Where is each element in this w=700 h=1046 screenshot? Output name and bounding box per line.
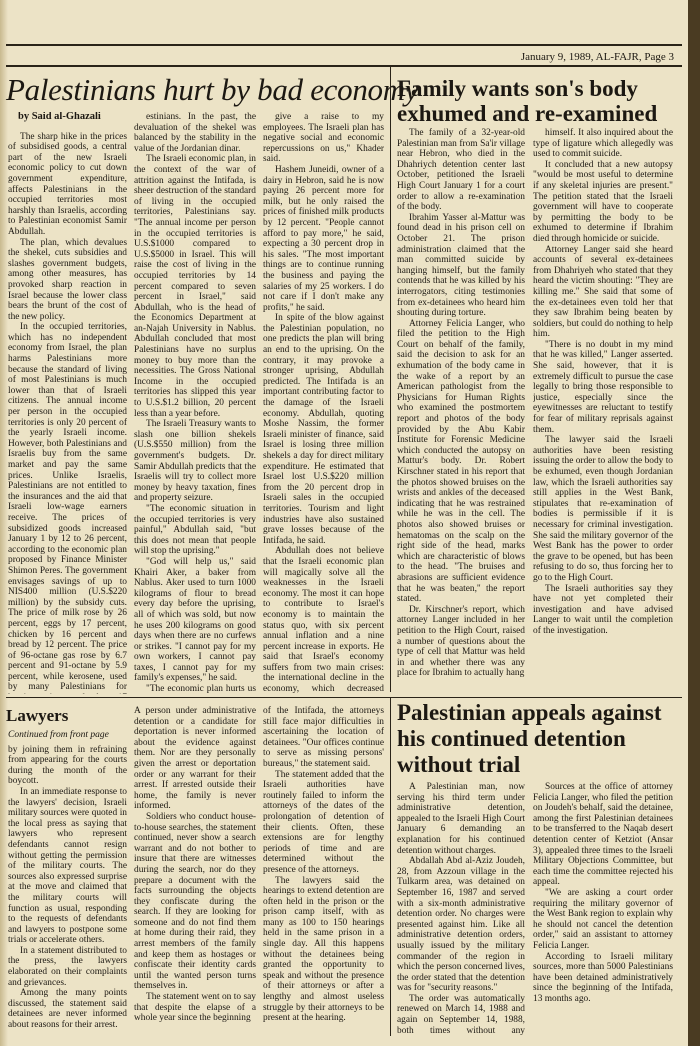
paragraph: himself. It also inquired about the type of ligature which allegedly was used to commit suicide. [533, 128, 673, 160]
paragraph: According to Israeli military sources, more than 5000 Palestinians have been detained administratively since the beginning of the Intifada, 13 months ago. [533, 951, 673, 1004]
paragraph: give a raise to my employees. The Israeli plan has negative social and economic repercussions on us," Khader said. [263, 112, 384, 165]
paragraph: Ibrahim Yasser al-Mattur was found dead in his prison cell on October 21. The prison administration claimed that the man committed suicide by hanging himself, but the family contends that he was killed by his interrogators, citing testimonies from ex-detainees who heard him shouting during torture. [397, 212, 525, 319]
paragraph: The lawyers said the hearings to extend detention are often held in the prison or the prison camp itself, with as many as 100 to 150 hearings held in the same prison in a single day. All this happens without the detainees being granted the opportunity to speak and without the presence of their attorneys or after a lengthy and almost useless struggle by their attorneys to be present at the hearing. [263, 875, 384, 1024]
paragraph: In an immediate response to the lawyers' decision, Israeli military sources were quoted in the local press as saying that lawyers who represent defendants cannot resign without getting the permission of the military courts. The sources also expressed surprise at the move and claimed that the military courts will function as usual, responding to the requests of defendants and lawyers to postpone some trials or accelerate others. [8, 786, 127, 946]
family-column-1 [397, 128, 525, 694]
paragraph: "There is no doubt in my mind that he was killed," Langer asserted. She said, however, that it is extremely difficult to pursue the case legally to bring those responsible to justice, especially since the eyewitnesses are reluctant to testify for fear of military reprisals against them. [533, 339, 673, 435]
section-divider [6, 697, 682, 698]
paragraph: In spite of the blow against the Palestinian population, no one predicts the plan will bring an end to the uprising. On the contrary, it may provoke a stronger uprising, Abdullah predicted. The Intifada is an important contributing factor to the damage of the Israeli economy. Abdullah, quoting Moshe Nassim, the former Israeli minister of finance, said Israel is losing three million shekels a day for direct military expenditure. He estimated that Israel lost U.S.$220 million from the 20 percent drop in Israeli sales in the occupied territories. Tourism and light industries have also sustained grave losses because of the Intifada, he said. [263, 313, 384, 546]
byline: by Said al-Ghazali [18, 112, 101, 122]
paragraph: Abdullah does not believe that the Israeli economic plan will magically solve all the weaknesses in the Israeli economy. The most it can hope to contribute to Israel's economy is to maintain the status quo, with six percent annual inflation and a nine percent increase in exports. He said that Israel's economy suffers from two main crises: the international decline in the economy, which decreased [263, 546, 384, 694]
paragraph: Among the many points discussed, the statement said detainees are never informed about reasons for their arrest. [8, 988, 127, 1031]
paragraph: Soldiers who conduct house-to-house searches, the statement continued, never show a search warrant and do not bother to insure that there are witnesses during the search, nor do they prepare a document with the facts surrounding the objects they confiscate during the search. If they are looking for someone and do not find them at home during their raid, they arrest members of the family and keep them as hostages or confiscate their identity cards until the wanted person turns themselves in. [134, 811, 256, 992]
paragraph: Sources at the office of attorney Felicia Langer, who filed the petition on Joudeh's behalf, said the detainee, among the first Palestinian detainees to be transferred to the Naqab desert detention center of Ketziot (Ansar 3), appealed three times to the Israeli Military Objections Committee, but each time the committee rejected his appeal. [533, 782, 673, 888]
continued-note: Continued from front page [8, 730, 109, 740]
paragraph: "The economic plan hurts us [146, 684, 256, 694]
paragraph: The Israeli economic plan, in the context of the war of attrition against the Intifada, is sheer destruction of the standard of living in the occupied territories, Palestinians say. "The annual income per person in the occupied territories is U.S.$1000 compared to U.S.$5000 in Israel. This will raise the cost of living in the occupied territories by 14 percent compared to seven percent in Israel," said Abdullah, who is the head of the Economics Department at an-Najah University in Nablus. Abdullah concluded that most Palestinians have no surplus money to buy more than the necessities. The Gross National Income in the occupied territories has slipped this year to U.S.$1.2 billion, 20 percent less than a year before. [134, 154, 256, 419]
paragraph: In a statement distributed to the press, the lawyers elaborated on their complaints and grievances. [8, 945, 127, 988]
paragraph: of the Intifada, the attorneys still face major difficulties in ascertaining the location of detainees. "Our offices continue to serve as missing persons' bureaus," the statement said. [263, 706, 384, 769]
paragraph: A Palestinian man, now serving his third term under administrative detention, appealed to the Israeli High Court January 6 demanding an explanation for his continued detention without charges. [397, 782, 525, 856]
paragraph: The Israeli authorities say they have not yet completed their investigation and have advised Langer to wait until the completion of the investigation. [533, 583, 673, 636]
lawyers-column-2 [134, 706, 256, 1036]
appeal-column-1 [397, 782, 525, 1036]
paragraph: In the occupied territories, which has no independent economy from Israel, the plan harms Palestinians more because the standard of living of most Palestinians is much lower than that of Israeli citizens. The annual income per person in the occupied territories is only 20 percent of the yearly Israeli income. However, both Palestinians and Israelis buy from the same market and pay the same prices. Unlike Israelis, Palestinians are not entitled to the insurances and the aid that Israeli low-wage earners receive. The prices of subsidized goods increased January 1 by 12 to 26 percent, according to the economic plan proposed by Finance Minister Shimon Peres. The government envisages savings of up to NIS400 million (U.S.$220 million) by the subsidy cuts. The price of milk rose by 26 percent, eggs by 17 percent, chicken by 16 percent and bread by 12 percent. The price of 96-octane gas rose by 6.7 percent and 91-octane by 5.9 percent, while kerosene, used by many Palestinians for [8, 322, 127, 693]
paragraph: The statement added that the Israeli authorities have routinely failed to inform the attorneys of the dates of the prolongation of detention of their clients. Often, these extensions are for lengthy periods of time and are determined without the presence of the attorneys. [263, 769, 384, 875]
paragraph: Attorney Langer said she heard accounts of several ex-detainees from Dhahriyeh who stated that they heard the victim shouting: "They are killing me." She said that some of the ex-detainees even told her that they saw Ibrahim being beaten by soldiers, but could do nothing to help him. [533, 244, 673, 340]
paragraph: The Israeli Treasury wants to slash one billion shekels (U.S.$550 million) from the government's budgets. Dr. Samir Abdullah predicts that the Israelis will try to collect more money by heavy taxation, fines and property seizure. [134, 419, 256, 504]
paragraph: A person under administrative detention or a candidate for deportation is never informed about the evidence against them. Nor are they personally given the arrest or deportation order or any warrant for their arrest. If arrested outside their home, the family is never informed. [134, 706, 256, 812]
paragraph: The sharp hike in the prices of subsidised goods, a central part of the new Israeli economic policy to cut down government expenditure, affects Palestinians in the occupied territories most harshly than Israelis, according to Palestinian economist Samir Abdullah. [8, 131, 127, 237]
family-column-2 [533, 128, 673, 694]
paragraph: Abdallah Abd al-Aziz Joudeh, 28, from Azzoun village in the Tulkarm area, was detained on September 16, 1987 and served with a six-month administrative detention order. No charges were presented against him. Like all administrative detention orders, usually issued by the military commander of the region in which the person concerned lives, the order stated that the detention was for "security reasons." [397, 856, 525, 994]
paragraph: "We are asking a court order requiring the military governor of the West Bank region to explain why he should not cancel the detention order," said an assistant to attorney Felicia Langer. [533, 887, 673, 951]
paragraph: "God will help us," said Khairi Aker, a baker from Nablus. Aker used to turn 1000 kilograms of flour to bread every day before the uprising, all of which was sold, but now he uses 200 kilograms on good days when there are no curfews or strikes. "I cannot pay for my own workers, I cannot pay taxes, I cannot pay for my family's expenses," he said. [134, 556, 256, 684]
top-rule [6, 44, 682, 46]
paragraph: It concluded that a new autopsy "would be most useful to determine if any skeletal injuries are present." The petition stated that the Israeli government will have to cooperate by permitting the body to be exhumed to determine if Ibrahim died through homicide or suicide. [533, 159, 673, 244]
appeal-column-2 [533, 782, 673, 1036]
economy-column-2 [134, 112, 256, 694]
economy-column-3 [263, 112, 384, 694]
headline-detention-appeal: Palestinian appeals against his continued detention without trial [397, 700, 662, 777]
paragraph: The statement went on to say that despite the elapse of a whole year since the beginning [134, 992, 256, 1024]
economy-column-1 [8, 112, 127, 694]
paragraph: The family of a 32-year-old Palestinian man from Sa'ir village near Hebron, who died in the Dhahriych detention center last October, petitioned the Israeli High Court January 1 for a court order to allow a re-examination of the body. [397, 128, 525, 213]
paragraph: by joining them in refraining from appearing for the courts during the month of the boycott. [8, 744, 127, 787]
header-rule [6, 65, 682, 67]
lawyers-column-1 [8, 730, 127, 1036]
page-gutter-shadow [0, 0, 8, 1046]
paragraph: estinians. In the past, the devaluation of the shekel was balanced by the stability in the value of the Jordanian dinar. [134, 112, 256, 154]
column-divider [390, 66, 391, 692]
headline-lawyers: Lawyers [6, 706, 69, 725]
column-divider [390, 698, 391, 1036]
paragraph: Dr. Kirschner's report, which attorney Langer included in her petition to the High Court, raised a number of questions about the type of cell that Mattur was held in and whether there was any place for Ibrahim to actually hang [397, 604, 525, 679]
paragraph: The plan, which devalues the shekel, cuts subsidies and slashes government budgets, among other measures, has provoked sharp reaction in Israel because the lower class bears the brunt of the cost of the new policy. [8, 237, 127, 322]
paragraph: The lawyer said the Israeli authorities have been resisting issuing the order to allow the body to be exhumed, even though Jordanian law, which the Israeli authorities say still applies in the West Bank, stipulates that re-examination of bodies is permissible if it is necessary for criminal investigation. She said the military governor of the West Bank has the power to order the grave to be opened, but has been refusing to do so, thus forcing her to go to the High Court. [533, 435, 673, 583]
paragraph: Attorney Felicia Langer, who filed the petition to the High Court on behalf of the family, said the decision to ask for an exhumation of the body came in the wake of a report by an American pathologist from the Physicians for Human Rights who examined the postmortem report and photos of the body provided by the Abu Kabir Institute for Forensic Medicine which conducted the autopsy on Mattur's body. Dr. Robert Kirschner stated in his report that the photos showed bruises on the wrists and ankles of the deceased indicating that he was restrained while he was in the cell. The photos also showed bruises or hematomas on the scalp on the right side of the head, marks which are characteristic of blows to the head. "The bruises and abrasions are sufficient evidence that he was beaten," the report stated. [397, 318, 525, 605]
paragraph: Hashem Juneidi, owner of a dairy in Hebron, said he is now paying 26 percent more for milk, but he only raised the prices of finished milk products by 12 percent. "People cannot afford to pay more," he said, expecting a 30 percent drop in his sales. "The most important things are to continue running the business and paying the salaries of my 25 workers. I do not care if I don't make any profits," he said. [263, 164, 384, 313]
paragraph: "The economic situation in the occupied territories is very painful," Abdullah said, "but this does not mean that people will stop the uprising." [134, 503, 256, 557]
page-dateline: January 9, 1989, AL-FAJR, Page 3 [520, 51, 674, 63]
headline-economy: Palestinians hurt by bad economy [6, 72, 419, 107]
page-edge-shadow [688, 0, 700, 1046]
lawyers-column-3 [263, 706, 384, 1036]
paragraph: The order was automatically renewed on March 14, 1988 and again on September 14, 1988, both times without any [397, 993, 525, 1036]
headline-family-body: Family wants son's body exhumed and re-examined [397, 76, 658, 126]
